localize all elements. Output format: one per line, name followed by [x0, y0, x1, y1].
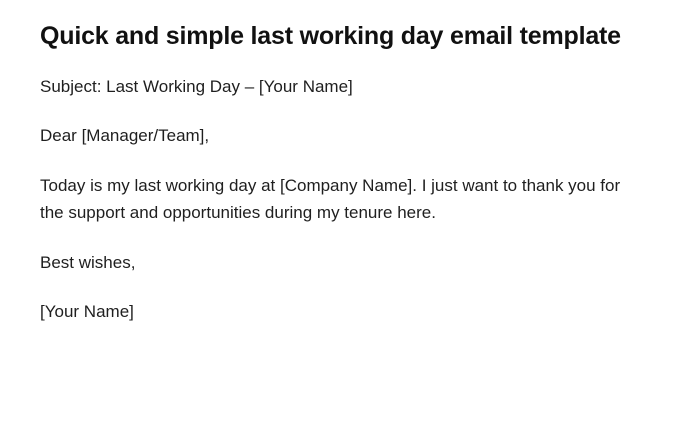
page-title: Quick and simple last working day email template [40, 22, 621, 50]
email-subject-line: Subject: Last Working Day – [Your Name] [40, 76, 353, 96]
email-signature: [Your Name] [40, 302, 134, 322]
email-salutation: Dear [Manager/Team], [40, 126, 210, 146]
email-body-paragraph: Today is my last working day at [Company Name]. I just want to thank you for the support and opportunities during my tenure here. [40, 175, 621, 223]
email-closing: Best wishes, [40, 252, 136, 272]
